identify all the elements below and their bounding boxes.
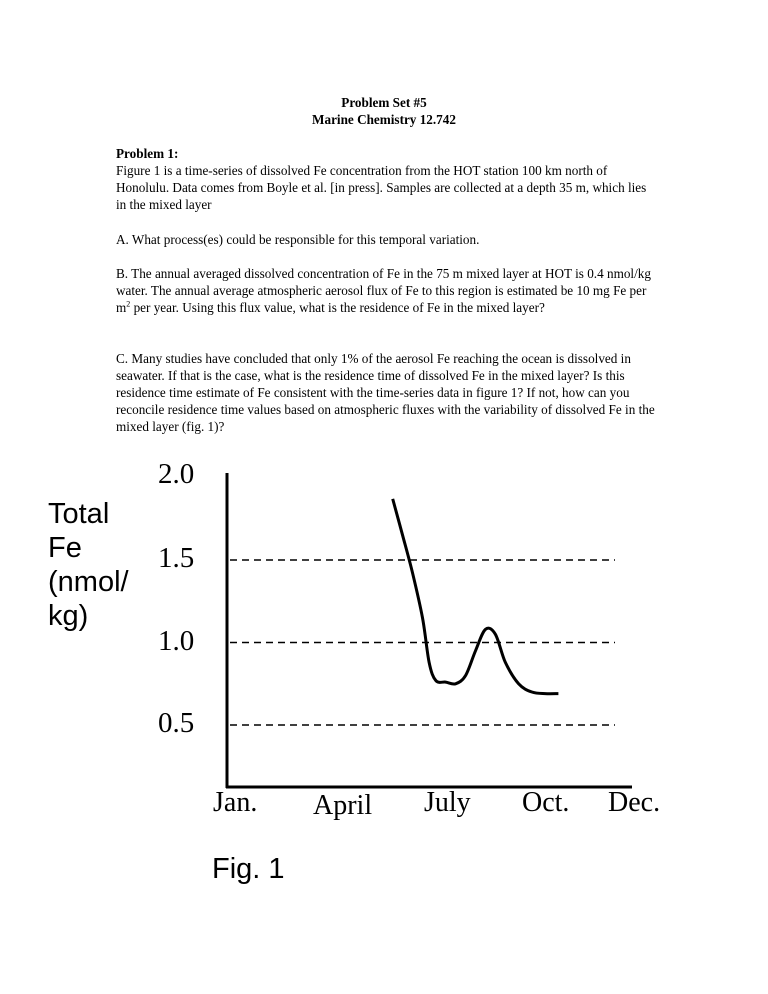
part-b-text-pre: B. The annual averaged dissolved concentration of Fe in the 75 m mixed layer at HOT is 0.4 nmol/kg water. The annual average atmospheric aerosol flux of Fe to this region is estimated be 10 mg Fe per m: [116, 266, 651, 315]
y-axis-label-line: Fe: [48, 532, 82, 564]
y-tick-label: 1.5: [158, 542, 195, 574]
title-line-2: Marine Chemistry 12.742: [312, 112, 456, 127]
part-a: A. What process(es) could be responsible for this temporal variation.: [116, 232, 480, 247]
y-axis-label-line: kg): [48, 600, 89, 632]
x-tick-label: July: [424, 787, 471, 818]
part-c: C. Many studies have concluded that only 1% of the aerosol Fe reaching the ocean is dissolved in seawater. If that is the case, what is the residence time of dissolved Fe in the mixed layer? Is this residence time estimate of Fe consistent with the time-series data in figure 1? If not, how can you reconcile residence time values based on atmospheric fluxes with the variability of dissolved Fe in the mixed layer (fig. 1)?: [116, 351, 655, 434]
problem-heading: Problem 1:: [116, 146, 179, 161]
title-line-1: Problem Set #5: [341, 95, 427, 110]
problem-intro: Figure 1 is a time-series of dissolved Fe concentration from the HOT station 100 km north of Honolulu. Data comes from Boyle et al. [in press]. Samples are collected at a depth 35 m, which lies in the mixed layer: [116, 163, 647, 212]
figure-caption: Fig. 1: [212, 853, 285, 885]
y-axis-label-line: Total: [48, 498, 110, 530]
x-tick-label: Dec.: [608, 787, 661, 818]
x-tick-label: April: [313, 790, 373, 821]
x-tick-label: Oct.: [522, 787, 570, 818]
y-tick-label: 1.0: [158, 625, 195, 657]
y-tick-label: 0.5: [158, 707, 195, 739]
part-b-superscript: 2: [126, 299, 131, 309]
y-tick-label: 2.0: [158, 458, 195, 490]
fe-series-line: [393, 499, 559, 694]
part-b-text-post: per year. Using this flux value, what is the residence of Fe in the mixed layer?: [130, 300, 545, 315]
x-tick-label: Jan.: [213, 787, 258, 818]
y-axis-label-line: (nmol/: [48, 566, 129, 598]
